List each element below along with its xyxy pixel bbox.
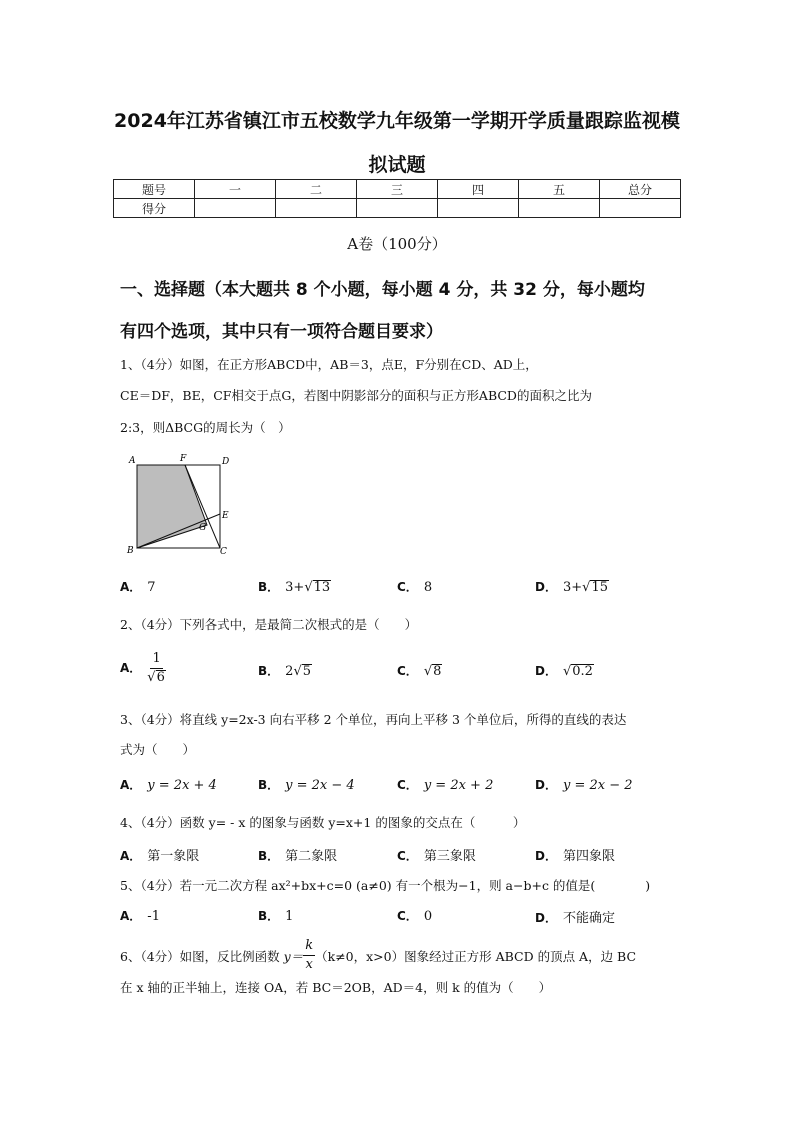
q4-option-a[interactable]: A． 第一象限 [120, 849, 200, 864]
label-e: E [222, 511, 229, 521]
label-f: F [180, 454, 187, 464]
score-input-cell[interactable] [276, 199, 357, 218]
question-1-text-3: 2:3，则ΔBCG的周长为（ ） [120, 420, 291, 435]
q5-option-c[interactable]: C． 0 [397, 909, 433, 924]
table-cell: 三 [357, 180, 438, 199]
table-cell: 总分 [600, 180, 681, 199]
section-title: 一、选择题（本大题共 8 个小题，每小题 4 分，共 32 分，每小题均 [120, 280, 645, 300]
question-1-text-2: CE＝DF，BE，CF相交于点G，若图中阴影部分的面积与正方形ABCD的面积之比为 [120, 388, 592, 403]
q2-option-b[interactable]: B． 2√5 [258, 664, 312, 679]
q1-option-a[interactable]: A． 7 [120, 580, 156, 595]
label-d: D [222, 457, 230, 467]
q5-option-d[interactable]: D． 不能确定 [535, 911, 615, 926]
label-c: C [220, 547, 227, 557]
score-input-cell[interactable] [195, 199, 276, 218]
q4-option-c[interactable]: C． 第三象限 [397, 849, 476, 864]
label-a: A [129, 456, 136, 466]
score-input-cell[interactable] [438, 199, 519, 218]
table-cell: 二 [276, 180, 357, 199]
question-4-text: 4、（4分）函数 y= - x 的图象与函数 y=x+1 的图象的交点在（ ） [120, 815, 526, 830]
q2-option-c[interactable]: C． √8 [397, 664, 442, 679]
q1-option-c[interactable]: C． 8 [397, 580, 433, 595]
question-3-text: 3、（4分）将直线 y=2x-3 向右平移 2 个单位，再向上平移 3 个单位后，所得的直线的表达 [120, 712, 627, 727]
table-cell: 一 [195, 180, 276, 199]
score-input-cell[interactable] [600, 199, 681, 218]
volume-heading: A卷（100分） [347, 235, 447, 253]
section-title-line2: 有四个选项，其中只有一项符合题目要求） [120, 322, 443, 342]
q2-option-a[interactable]: A． $\frac{1}{√6}$ [120, 651, 165, 685]
q5-option-b[interactable]: B． 1 [258, 909, 294, 924]
score-input-cell[interactable] [357, 199, 438, 218]
q3-option-c[interactable]: C． y = 2x + 2 [397, 778, 494, 793]
label-b: B [127, 546, 134, 556]
q3-option-a[interactable]: A． y = 2x + 4 [120, 778, 217, 793]
q3-option-b[interactable]: B． y = 2x − 4 [258, 778, 355, 793]
question-3-text-2: 式为（ ） [120, 742, 196, 757]
square-figure [122, 450, 242, 560]
table-cell: 题号 [114, 180, 195, 199]
q5-option-a[interactable]: A． -1 [120, 909, 160, 924]
question-5-text: 5、（4分）若一元二次方程 ax²+bx+c=0 (a≠0) 有一个根为−1，则 a−b+c 的值是( ) [120, 878, 651, 893]
q3-option-d[interactable]: D． y = 2x − 2 [535, 778, 633, 793]
table-row [114, 180, 681, 199]
table-cell: 得分 [114, 199, 195, 218]
q4-option-d[interactable]: D． 第四象限 [535, 849, 615, 864]
q4-option-b[interactable]: B． 第二象限 [258, 849, 338, 864]
score-table [113, 179, 681, 218]
question-6-text: 6、（4分）如图，反比例函数 y＝ $\frac{k}{x}$ （k≠0，x>0）图象经过正方形 ABCD 的顶点 A，边 BC [120, 938, 637, 972]
q1-option-b[interactable]: B． 3+√13 [258, 580, 331, 595]
table-cell: 五 [519, 180, 600, 199]
question-1-text: 1、（4分）如图，在正方形ABCD中，AB＝3，点E，F分别在CD、AD上， [120, 357, 538, 372]
table-row [114, 199, 681, 218]
table-cell: 四 [438, 180, 519, 199]
label-g: G [199, 523, 207, 533]
page-title-line2: 拟试题 [368, 154, 426, 176]
question-6-text-2: 在 x 轴的正半轴上，连接 OA，若 BC＝2OB，AD＝4，则 k 的值为（ ） [120, 980, 552, 995]
page-title: 2024年江苏省镇江市五校数学九年级第一学期开学质量跟踪监视模 [114, 110, 680, 132]
q1-option-d[interactable]: D． 3+√15 [535, 580, 608, 595]
q2-option-d[interactable]: D． √0.2 [535, 664, 593, 679]
question-2-text: 2、（4分）下列各式中，是最简二次根式的是（ ） [120, 617, 418, 632]
score-input-cell[interactable] [519, 199, 600, 218]
